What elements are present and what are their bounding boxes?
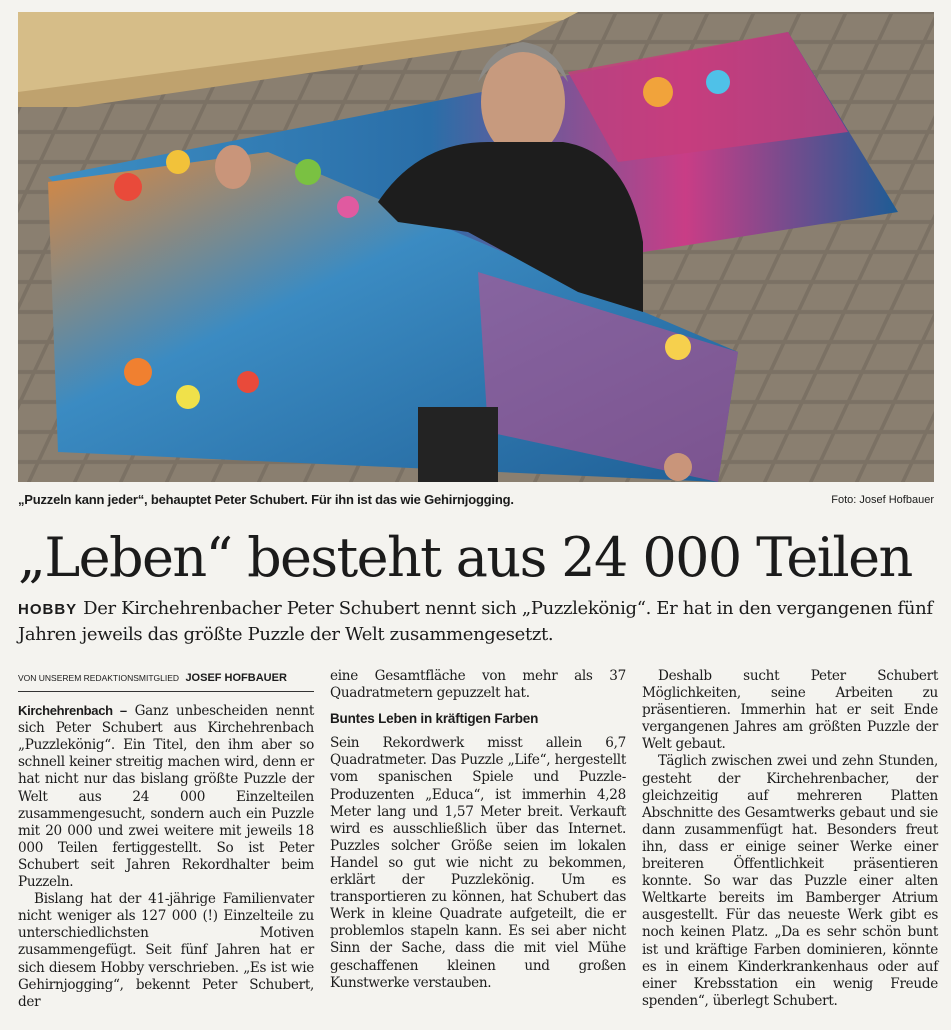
column-1 <box>18 670 314 1011</box>
byline-author: JOSEF HOFBAUER <box>185 672 287 684</box>
paragraph: Deshalb sucht Peter Schubert Möglichkeiten, seine Arbeiten zu präsentieren. Immerhin hat er seit Ende vergangenen Jahres am größten Puzzle der Welt gebaut. <box>642 668 938 753</box>
paragraph: Sein Rekordwerk misst allein 6,7 Quadratmeter. Das Puzzle „Life“, hergestellt vom spanischen Spiele und Puzzle-Produzenten „Educa“, ist immerhin 4,28 Meter lang und 1,57 Meter breit. Verkauft wird es ausschließlich über das Internet. Puzzles solcher Größe seien im lokalen Handel so gut wie nicht zu bekommen, erklärt der Puzzlekönig. Um es transportieren zu können, hat Schubert das Werk in kleine Quadrate aufgeteilt, die er problemlos stapeln kann. Es sei aber nicht Sinn der Sache, dass die mit viel Mühe geschaffenen kleinen und großen Kunstwerke verstauben. <box>330 735 626 991</box>
byline <box>18 670 314 692</box>
headline: „Leben“ besteht aus 24 000 Teilen <box>18 526 912 589</box>
paragraph: Bislang hat der 41-jährige Familienvater nicht weniger als 127 000 (!) Einzelteile zu unterschiedlichsten Motiven zusammengefügt. Seit fünf Jahren hat er sich diesem Hobby verschrieben. „Es ist wie Gehirnjogging“, bekennt Peter Schubert, der <box>18 891 314 1010</box>
kicker: HOBBY <box>18 601 78 618</box>
column-3 <box>642 668 938 1010</box>
byline-prefix: VON UNSEREM REDAKTIONSMITGLIED <box>18 673 180 683</box>
paragraph <box>18 702 314 891</box>
caption-row <box>18 492 934 512</box>
photo-illustration <box>18 12 934 482</box>
paragraph: eine Gesamtfläche von mehr als 37 Quadratmetern gepuzzelt hat. <box>330 668 626 702</box>
article-photo <box>18 12 934 482</box>
dateline: Kirchehrenbach – <box>18 703 127 719</box>
photo-credit: Foto: Josef Hofbauer <box>831 494 934 506</box>
subheading: Buntes Leben in kräftigen Farben <box>330 711 539 727</box>
hand-right <box>664 453 692 481</box>
column-2 <box>330 668 626 992</box>
teaser-text: Der Kirchehrenbacher Peter Schubert nennt sich „Puzzlekönig“. Er hat in den vergangenen fünf Jahren jeweils das größte Puzzle der Welt zusammengesetzt. <box>18 598 933 645</box>
hand-left <box>215 145 251 189</box>
paragraph: Täglich zwischen zwei und zehn Stunden, gesteht der Kirchehrenbacher, der gleichzeitig auf mehreren Platten Abschnitte des Gesamtwerks gebaut und sie dann zusammenfügt hat. Besonders freut ihn, dass er einige seiner Werke einer breiteren Öffentlichkeit präsentieren konnte. So war das Puzzle einer alten Weltkarte bereits im Bamberger Atrium ausgestellt. Für das neueste Werk gibt es noch keinen Platz. „Da es sehr schön bunt ist und kräftige Farben dominieren, könnte es in einem Kinderkrankenhaus oder auf einer Krebsstation ein wenig Freude spenden“, überlegt Schubert. <box>642 753 938 1009</box>
paragraph-text: Ganz unbescheiden nennt sich Peter Schubert aus Kirchehrenbach „Puzzlekönig“. Ein Titel, den ihm aber so schnell keiner streitig machen wird, denn er hat nicht nur das bislang größte Puzzle der Welt aus 24 000 Einzelteilen zusammengesucht, sondern auch ein Puzzle mit 20 000 und zwei weitere mit jeweils 18 000 Teilen fertiggestellt. So ist Peter Schubert seit Jahren Rekordhalter beim Puzzeln. <box>18 703 314 891</box>
photo-caption: „Puzzeln kann jeder“, behauptet Peter Schubert. Für ihn ist das wie Gehirnjogging. <box>18 492 514 507</box>
teaser <box>18 596 934 647</box>
